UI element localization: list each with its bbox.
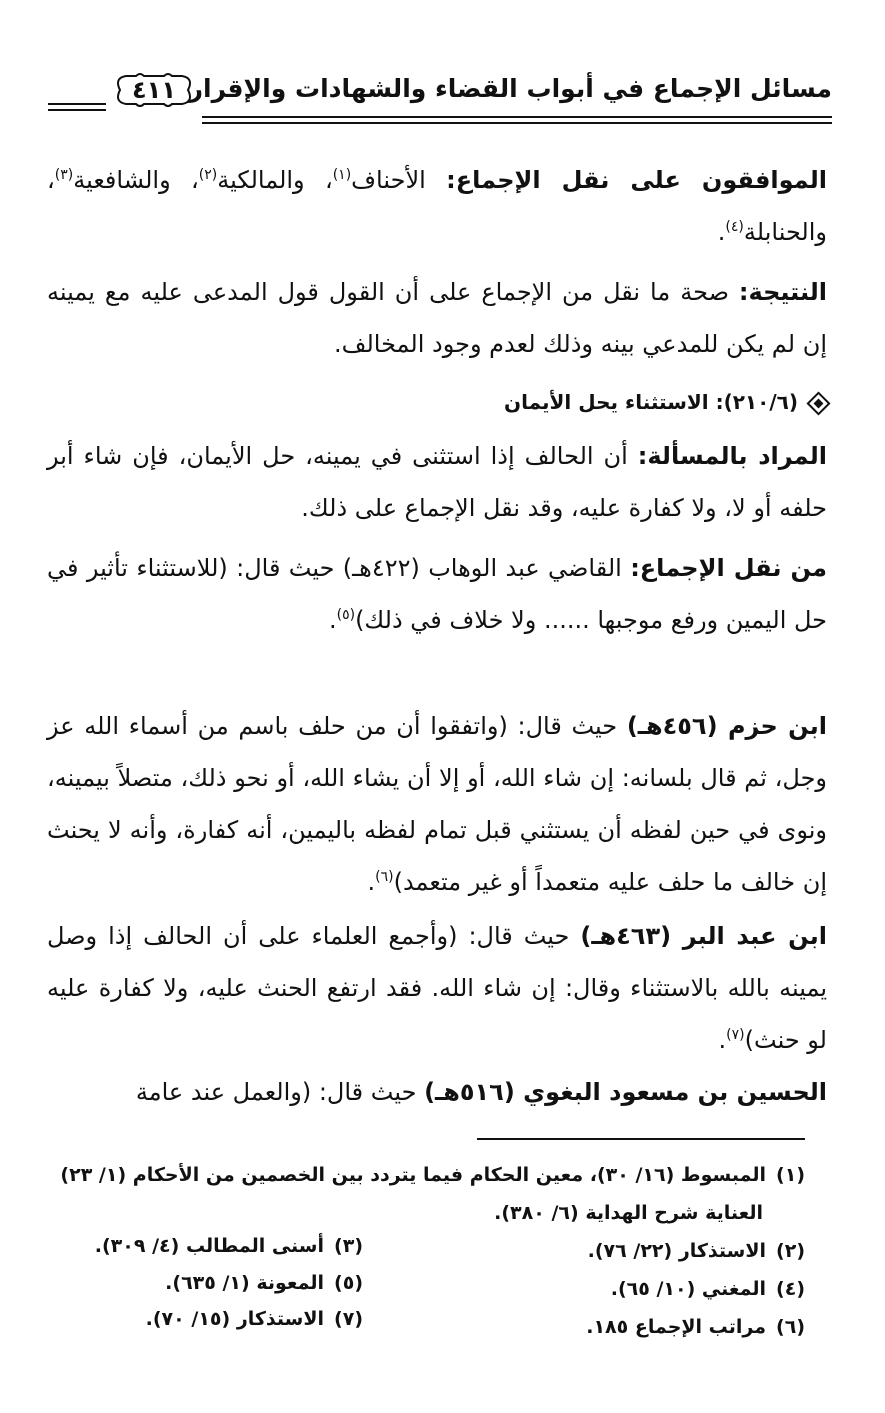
footnote-number: (٤) [776,1278,805,1300]
text-run: أن الحالف إذا استثنى في يمينه، حل الأيمان، فإن شاء أبر حلفه أو لا، ولا كفارة عليه، وقد نقل الإجماع على ذلك. [47,442,827,522]
paragraph-lead: ابن عبد البر (٤٦٣هـ) [580,922,827,950]
text-run: حيث قال: (واتفقوا أن من حلف باسم من أسماء الله عز وجل، ثم قال بلسانه: إن شاء الله، أو إلا أن يشاء الله، أو نحو ذلك، متصلاً بيمينه، ونوى في حين لفظه أن يستثني قبل تمام لفظه باليمين، أنه كفارة، وأنه لا يحنث إن خالف ما حلف عليه متعمداً أو غير متعمد) [47,712,827,896]
footnote-text: المبسوط (١٦/ ٣٠)، معين الحكام فيما يتردد بين الخصمين من الأحكام (١/ ٢٣) [60,1164,767,1186]
footnote-text: أسنى المطالب (٤/ ٣٠٩). [94,1235,325,1257]
footnote-text: الاستذكار (٢٢/ ٧٦). [587,1240,767,1262]
section-ref: (٢١٠/٦): [715,390,798,414]
text-run: . [328,606,337,634]
paragraph-lead: ابن حزم (٤٥٦هـ) [626,712,827,740]
section-title: الاستثناء يحل الأيمان [504,390,709,414]
text-run: . [367,868,376,896]
text-run: حيث قال: (وأجمع العلماء على أن الحالف إذا وصل يمينه بالله بالاستثناء وقال: إن شاء الله. فقد ارتفع الحنث عليه، ولا كفارة عليه لو حنث) [47,922,827,1054]
header-rule-left-bottom [48,109,106,111]
footnote-number: (٢) [776,1240,805,1262]
footnote-ref[interactable]: (٢) [198,167,218,183]
text-run: . [717,218,726,246]
header-rule-right-top [202,116,832,118]
footnote-number: (٧) [334,1308,363,1330]
running-title: مسائل الإجماع في أبواب القضاء والشهادات والإقرار [188,74,832,103]
footnote-2 [588,1236,805,1266]
header-rule-left-top [48,103,106,105]
footnote-3 [95,1231,363,1261]
footnote-text: الاستذكار (١٥/ ٧٠). [145,1308,325,1330]
paragraph-lead: الحسين بن مسعود البغوي (٥١٦هـ) [424,1078,827,1106]
footnote-text: المغني (١٠/ ٦٥). [610,1278,767,1300]
footnote-7 [146,1304,363,1334]
paragraph-transmitters [47,542,827,646]
text-run: . [718,1026,727,1054]
paragraph-result [47,266,827,370]
footnote-ref[interactable]: (٧) [726,1027,745,1043]
paragraph-lead: المراد بالمسألة: [637,442,827,470]
paragraph-ibn-abd-al-barr [47,910,827,1066]
footnote-number: (٦) [776,1316,805,1338]
footnote-ref[interactable]: (١) [332,167,352,183]
footnote-5 [165,1268,363,1298]
footnote-number: (٥) [334,1272,363,1294]
footnote-separator [477,1138,805,1140]
paragraph-lead: النتيجة: [738,278,827,306]
page-header [48,66,832,124]
paragraph-lead: الموافقون على نقل الإجماع: [446,166,828,194]
header-rule-right-bottom [202,122,832,124]
footnote-text: المعونة (١/ ٦٣٥). [165,1272,325,1294]
text-run: الأحناف [351,166,447,194]
diamond-bullet-icon [806,391,830,415]
footnote-number: (١) [776,1164,805,1186]
text-run: القاضي عبد الوهاب (٤٢٢هـ) حيث قال: (للاستثناء تأثير في حل اليمين ورفع موجبها ...... ولا خلاف في ذلك) [47,554,827,634]
paragraph-meaning [47,430,827,534]
text-run: ، والمالكية [217,166,333,194]
footnote-ref[interactable]: (٥) [336,607,356,623]
footnote-ref[interactable]: (٤) [725,219,744,235]
footnote-text: مراتب الإجماع ١٨٥. [586,1316,767,1338]
paragraph-lead: من نقل الإجماع: [630,554,827,582]
paragraph-ibn-hazm [47,700,827,908]
page-number: ٤١١ [132,76,176,104]
text-run: حيث قال: (والعمل عند عامة [135,1078,425,1106]
footnote-number: (٣) [334,1235,363,1257]
footnote-1 [60,1160,805,1190]
text-run: ، والشافعية [73,166,199,194]
text-run: صحة ما نقل من الإجماع على أن القول قول المدعى عليه مع يمينه إن لم يكن للمدعي بينه وذلك لعدم وجود المخالف. [47,278,827,358]
page-number-ornament [106,70,202,110]
text-run: ، والحنابلة [47,166,827,246]
paragraph-baghawi [47,1066,827,1118]
footnote-1-continuation [494,1198,763,1228]
paragraph-agreeing-schools [47,154,827,258]
footnote-6 [586,1312,805,1342]
footnote-ref[interactable]: (٦) [375,869,394,885]
footnote-text: العناية شرح الهداية (٦/ ٣٨٠). [494,1202,763,1224]
footnote-ref[interactable]: (٣) [54,167,74,183]
section-heading [504,390,827,414]
footnote-4 [611,1274,805,1304]
